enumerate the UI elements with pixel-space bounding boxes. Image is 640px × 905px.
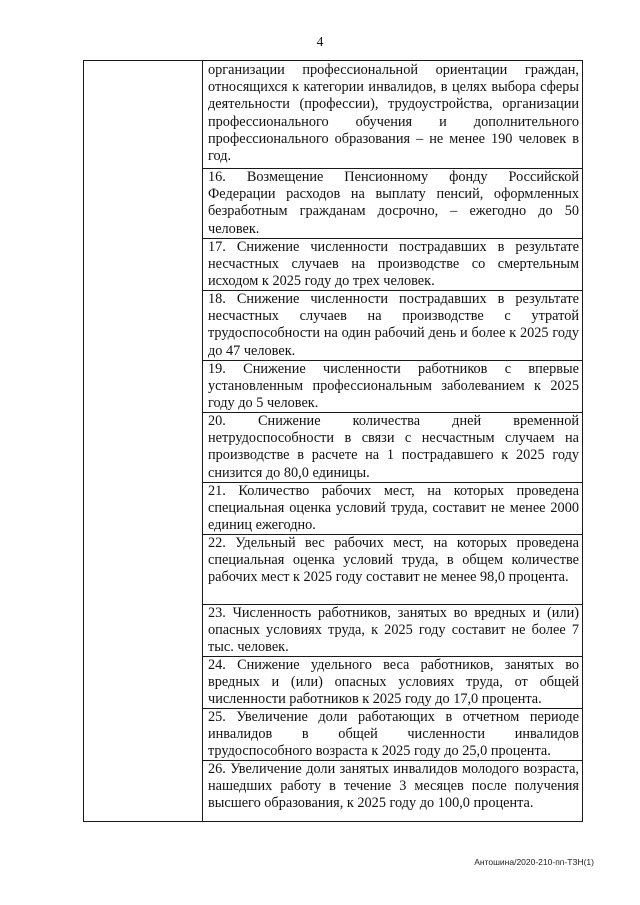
table-item-17: 17. Снижение численности пострадавших в результате несчастных случаев на производстве со смертельным исходом к 2025 году до трех человек. xyxy=(208,239,579,290)
table-item-20: 20. Снижение количества дней временной нетрудоспособности в связи с несчастным случаем на производстве в расчете на 1 пострадавшего к 2025 году снизится до 80,0 единицы. xyxy=(208,413,579,481)
table-item-18: 18. Снижение численности пострадавших в результате несчастных случаев на производстве с утратой трудоспособности на один рабочий день и более к 2025 году до 47 человек. xyxy=(208,291,579,359)
indicators-table xyxy=(83,60,583,822)
table-item-continuation: организации профессиональной ориентации граждан, относящихся к категории инвалидов, в целях выбора сферы деятельности (профессии), трудоустройства, организации профессионального обучения и дополнительного профессионального образования – не менее 190 человек в год. xyxy=(208,62,579,165)
document-code: Антошина/2020-210-пп-ТЗН(1) xyxy=(474,857,594,867)
table-item-23: 23. Численность работников, занятых во вредных и (или) опасных условиях труда, к 2025 году составит не более 7 тыс. человек. xyxy=(208,605,579,656)
page-number: 4 xyxy=(316,34,324,49)
table-item-24: 24. Снижение удельного веса работников, занятых во вредных и (или) опасных условиях труда, от общей численности работников к 2025 году до 17,0 процента. xyxy=(208,657,579,708)
table-item-22: 22. Удельный вес рабочих мест, на которых проведена специальная оценка условий труда, в общем количестве рабочих мест к 2025 году составит не менее 98,0 процента. xyxy=(208,535,579,586)
table-item-16: 16. Возмещение Пенсионному фонду Российской Федерации расходов на выплату пенсий, оформленных безработным гражданам досрочно, – ежегодно до 50 человек. xyxy=(208,169,579,237)
table-item-25: 25. Увеличение доли работающих в отчетном периоде инвалидов в общей численности инвалидов трудоспособного возраста к 2025 году до 25,0 процента. xyxy=(208,709,579,760)
table-item-19: 19. Снижение численности работников с впервые установленным профессиональным заболеванием к 2025 году до 5 человек. xyxy=(208,361,579,412)
table-item-26: 26. Увеличение доли занятых инвалидов молодого возраста, нашедших работу в течение 3 месяцев после получения высшего образования, к 2025 году до 100,0 процента. xyxy=(208,761,579,812)
table-left-column xyxy=(84,61,203,821)
table-right-column xyxy=(203,61,582,821)
table-item-21: 21. Количество рабочих мест, на которых проведена специальная оценка условий труда, составит не менее 2000 единиц ежегодно. xyxy=(208,483,579,534)
